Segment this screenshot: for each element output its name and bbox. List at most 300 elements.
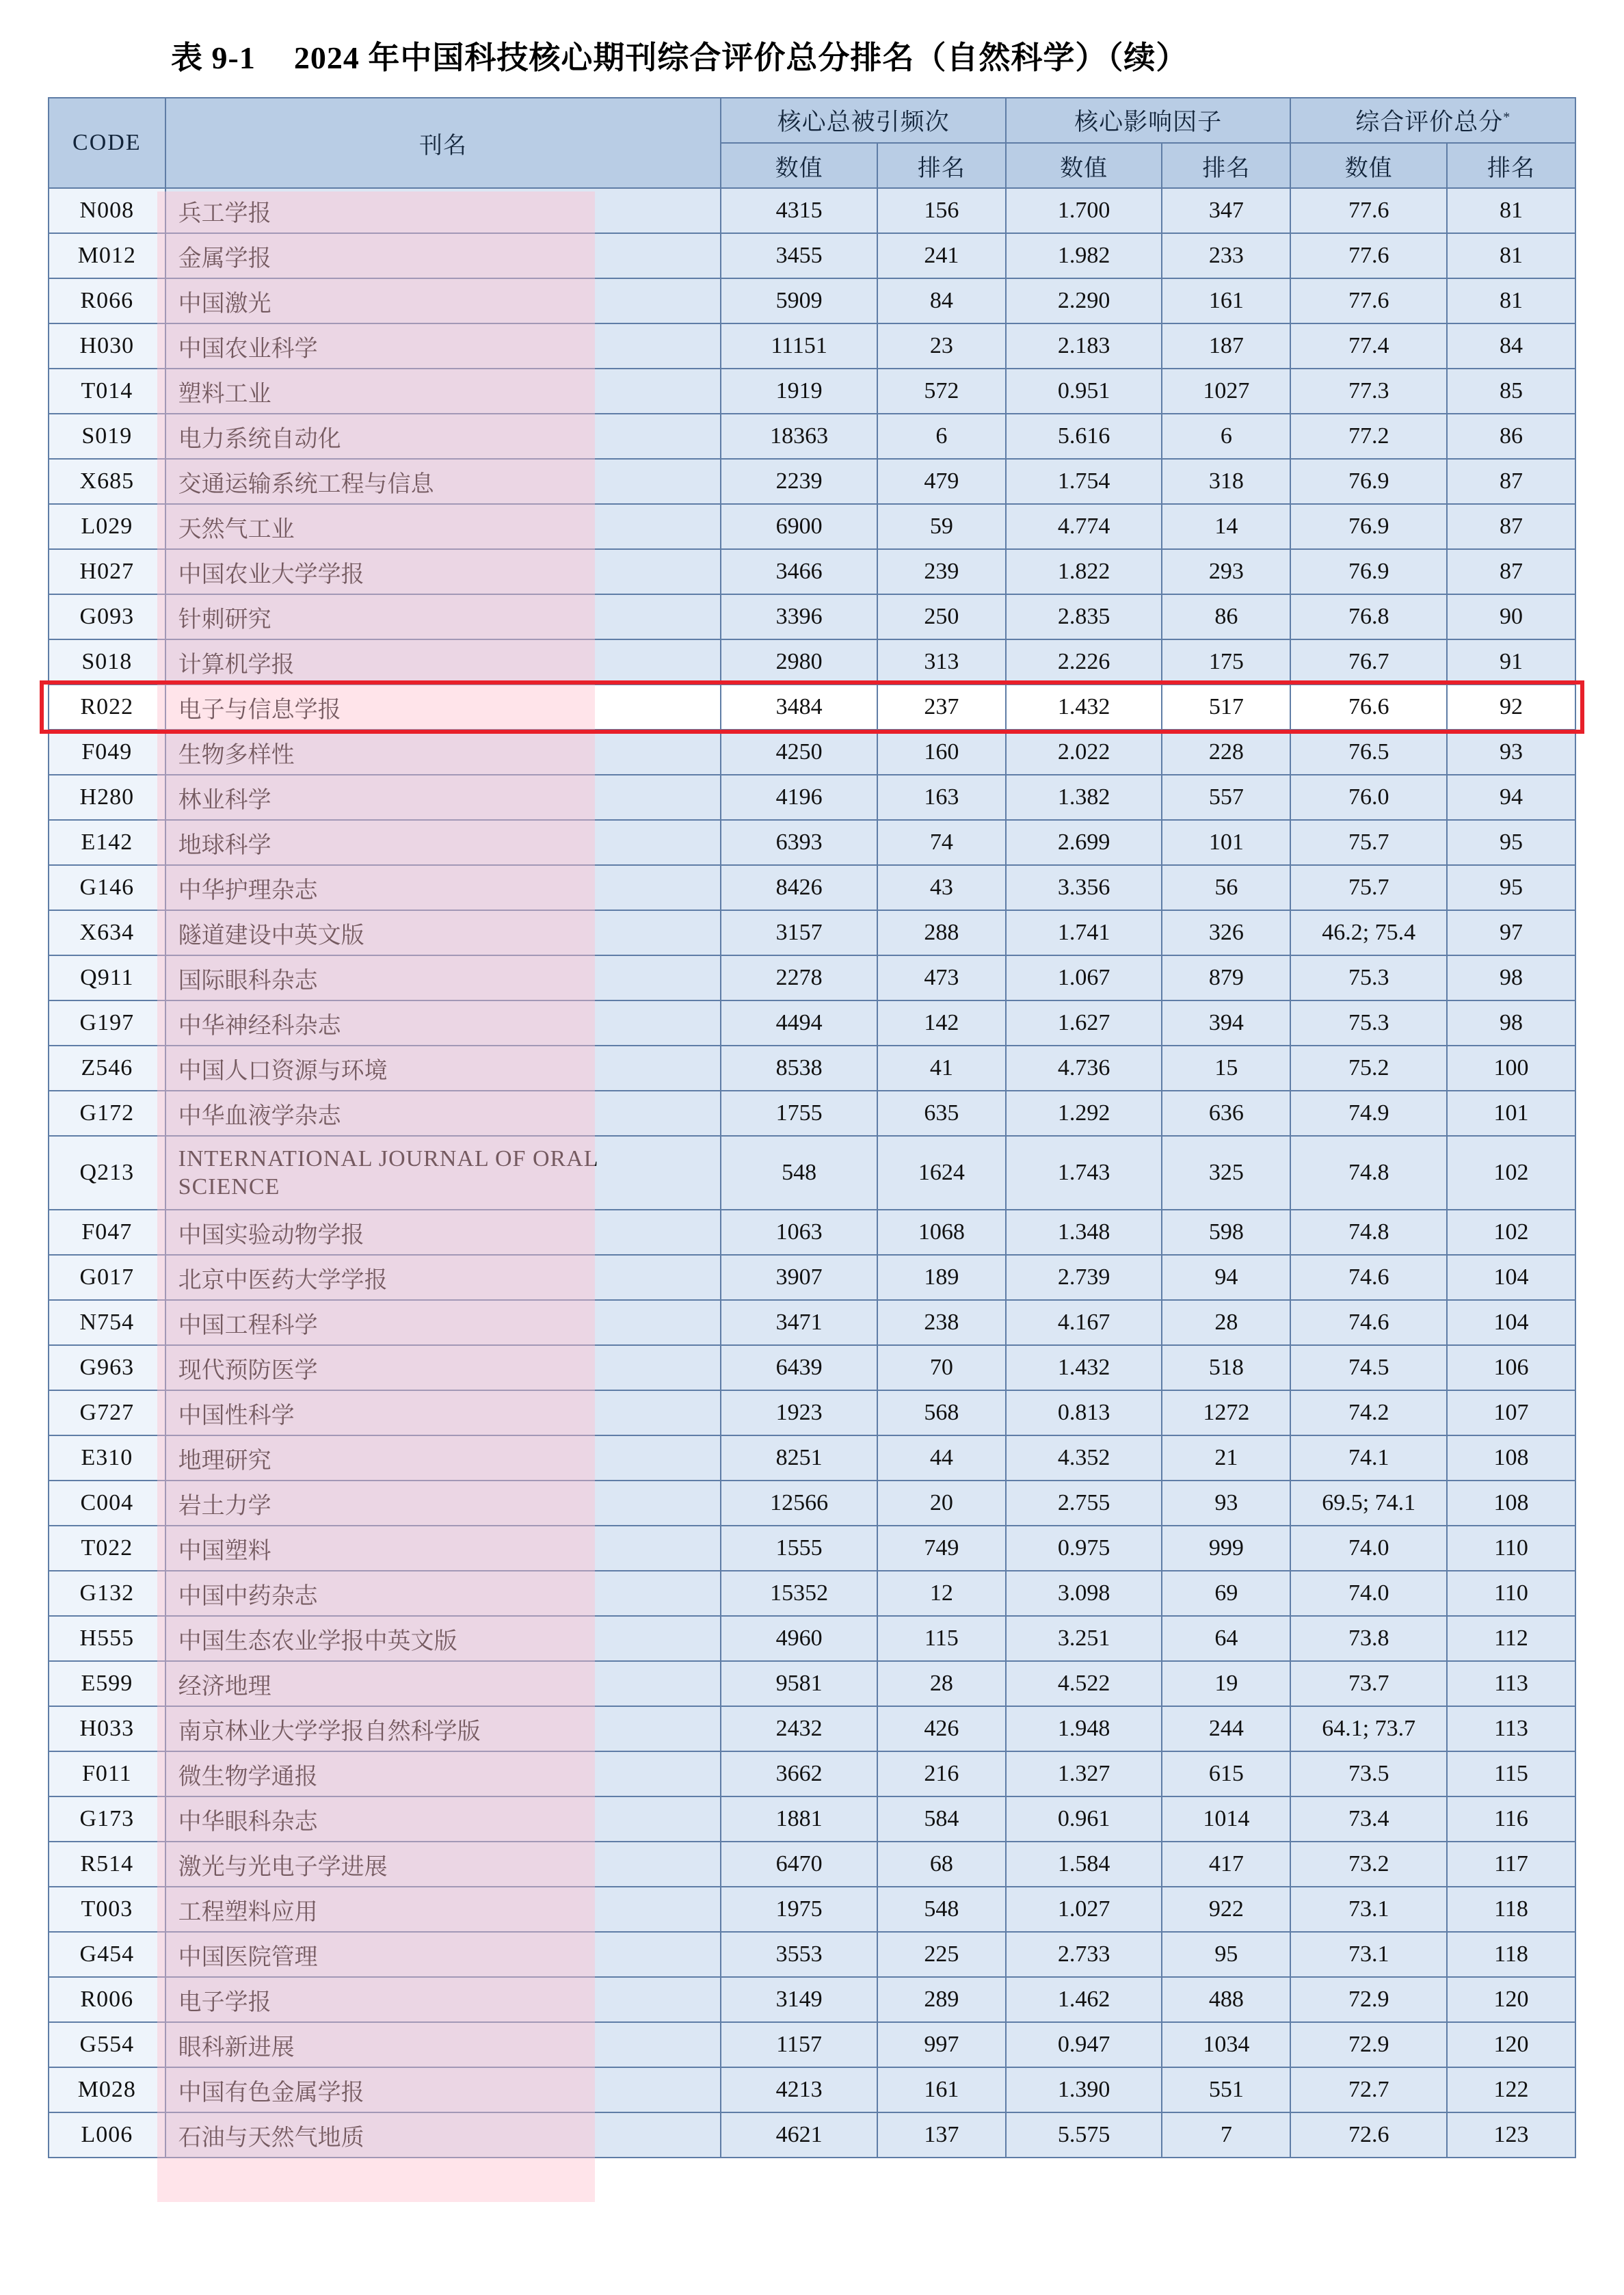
cell-score-value: 74.8 xyxy=(1290,1210,1447,1255)
cell-citations-rank: 473 xyxy=(877,955,1006,1000)
cell-citations-rank: 6 xyxy=(877,414,1006,459)
cell-score-rank: 102 xyxy=(1447,1136,1575,1210)
cell-journal-name: 中华眼科杂志 xyxy=(165,1796,721,1842)
cell-code: G727 xyxy=(49,1390,165,1435)
cell-if-value: 1.584 xyxy=(1006,1842,1162,1887)
cell-score-rank: 97 xyxy=(1447,910,1575,955)
header-if-rank: 排名 xyxy=(1162,143,1290,188)
cell-if-rank: 1027 xyxy=(1162,369,1290,414)
cell-score-value: 74.6 xyxy=(1290,1300,1447,1345)
cell-citations-value: 2432 xyxy=(721,1706,877,1751)
cell-if-value: 5.575 xyxy=(1006,2112,1162,2158)
cell-score-value: 75.3 xyxy=(1290,1000,1447,1046)
cell-code: C004 xyxy=(49,1481,165,1526)
cell-code: X634 xyxy=(49,910,165,955)
cell-if-rank: 64 xyxy=(1162,1616,1290,1661)
cell-score-rank: 123 xyxy=(1447,2112,1575,2158)
cell-journal-name: 地球科学 xyxy=(165,820,721,865)
cell-code: G093 xyxy=(49,594,165,639)
cell-citations-rank: 160 xyxy=(877,730,1006,775)
cell-citations-value: 6900 xyxy=(721,504,877,549)
cell-journal-name: 激光与光电子学进展 xyxy=(165,1842,721,1887)
cell-score-rank: 108 xyxy=(1447,1435,1575,1481)
cell-score-value: 77.6 xyxy=(1290,278,1447,323)
table-row xyxy=(49,1616,1575,1661)
cell-if-rank: 56 xyxy=(1162,865,1290,910)
cell-journal-name: 中国生态农业学报中英文版 xyxy=(165,1616,721,1661)
cell-journal-name: 经济地理 xyxy=(165,1661,721,1706)
cell-if-value: 3.356 xyxy=(1006,865,1162,910)
cell-score-rank: 120 xyxy=(1447,2022,1575,2067)
cell-code: N754 xyxy=(49,1300,165,1345)
cell-score-rank: 118 xyxy=(1447,1887,1575,1932)
cell-citations-rank: 163 xyxy=(877,775,1006,820)
cell-citations-rank: 137 xyxy=(877,2112,1006,2158)
header-score-value: 数值 xyxy=(1290,143,1447,188)
cell-journal-name: 塑料工业 xyxy=(165,369,721,414)
cell-score-rank: 106 xyxy=(1447,1345,1575,1390)
cell-journal-name: 现代预防医学 xyxy=(165,1345,721,1390)
cell-score-value: 77.6 xyxy=(1290,233,1447,278)
cell-citations-value: 1157 xyxy=(721,2022,877,2067)
cell-if-value: 1.700 xyxy=(1006,188,1162,233)
cell-score-rank: 91 xyxy=(1447,639,1575,685)
cell-code: R006 xyxy=(49,1977,165,2022)
cell-score-value: 76.9 xyxy=(1290,459,1447,504)
cell-if-value: 0.961 xyxy=(1006,1796,1162,1842)
cell-score-rank: 87 xyxy=(1447,504,1575,549)
cell-citations-value: 5909 xyxy=(721,278,877,323)
cell-if-value: 1.822 xyxy=(1006,549,1162,594)
cell-journal-name: 岩土力学 xyxy=(165,1481,721,1526)
cell-journal-name: 地理研究 xyxy=(165,1435,721,1481)
cell-score-rank: 115 xyxy=(1447,1751,1575,1796)
cell-journal-name: 中华护理杂志 xyxy=(165,865,721,910)
cell-if-rank: 551 xyxy=(1162,2067,1290,2112)
footnote-marker: * xyxy=(1503,109,1511,125)
cell-code: T003 xyxy=(49,1887,165,1932)
cell-score-value: 76.5 xyxy=(1290,730,1447,775)
cell-score-rank: 85 xyxy=(1447,369,1575,414)
cell-score-rank: 87 xyxy=(1447,549,1575,594)
cell-if-rank: 615 xyxy=(1162,1751,1290,1796)
cell-citations-value: 1063 xyxy=(721,1210,877,1255)
cell-journal-name: 中国塑料 xyxy=(165,1526,721,1571)
cell-citations-value: 3396 xyxy=(721,594,877,639)
cell-code: M028 xyxy=(49,2067,165,2112)
cell-score-rank: 113 xyxy=(1447,1706,1575,1751)
cell-score-rank: 87 xyxy=(1447,459,1575,504)
table-row xyxy=(49,1842,1575,1887)
table-row xyxy=(49,1571,1575,1616)
cell-if-value: 2.183 xyxy=(1006,323,1162,369)
cell-if-rank: 326 xyxy=(1162,910,1290,955)
cell-citations-rank: 997 xyxy=(877,2022,1006,2067)
cell-score-value: 73.8 xyxy=(1290,1616,1447,1661)
cell-citations-value: 8251 xyxy=(721,1435,877,1481)
cell-score-value: 73.2 xyxy=(1290,1842,1447,1887)
cell-score-rank: 112 xyxy=(1447,1616,1575,1661)
cell-if-rank: 557 xyxy=(1162,775,1290,820)
cell-code: L029 xyxy=(49,504,165,549)
cell-code: L006 xyxy=(49,2112,165,2158)
cell-citations-rank: 23 xyxy=(877,323,1006,369)
cell-score-value: 76.0 xyxy=(1290,775,1447,820)
cell-code: E310 xyxy=(49,1435,165,1481)
table-row xyxy=(49,910,1575,955)
cell-citations-value: 6393 xyxy=(721,820,877,865)
cell-journal-name: 中国激光 xyxy=(165,278,721,323)
cell-score-value: 74.9 xyxy=(1290,1091,1447,1136)
cell-score-value: 75.7 xyxy=(1290,865,1447,910)
cell-journal-name: 石油与天然气地质 xyxy=(165,2112,721,2158)
cell-if-value: 2.022 xyxy=(1006,730,1162,775)
cell-score-value: 76.6 xyxy=(1290,685,1447,730)
cell-citations-value: 12566 xyxy=(721,1481,877,1526)
cell-journal-name: 中华神经科杂志 xyxy=(165,1000,721,1046)
cell-score-rank: 118 xyxy=(1447,1932,1575,1977)
header-score-rank: 排名 xyxy=(1447,143,1575,188)
cell-code: T014 xyxy=(49,369,165,414)
cell-if-value: 2.755 xyxy=(1006,1481,1162,1526)
cell-citations-value: 11151 xyxy=(721,323,877,369)
cell-journal-name: 微生物学通报 xyxy=(165,1751,721,1796)
table-row xyxy=(49,955,1575,1000)
cell-citations-rank: 84 xyxy=(877,278,1006,323)
cell-score-value: 74.6 xyxy=(1290,1255,1447,1300)
header-if-value: 数值 xyxy=(1006,143,1162,188)
cell-if-value: 0.951 xyxy=(1006,369,1162,414)
cell-journal-name: 中国人口资源与环境 xyxy=(165,1046,721,1091)
cell-citations-rank: 59 xyxy=(877,504,1006,549)
cell-citations-rank: 313 xyxy=(877,639,1006,685)
cell-code: S019 xyxy=(49,414,165,459)
cell-score-value: 72.9 xyxy=(1290,2022,1447,2067)
cell-score-rank: 95 xyxy=(1447,820,1575,865)
cell-if-rank: 161 xyxy=(1162,278,1290,323)
cell-citations-rank: 288 xyxy=(877,910,1006,955)
cell-citations-value: 3471 xyxy=(721,1300,877,1345)
cell-score-value: 69.5; 74.1 xyxy=(1290,1481,1447,1526)
cell-citations-rank: 572 xyxy=(877,369,1006,414)
cell-journal-name: 金属学报 xyxy=(165,233,721,278)
cell-score-rank: 107 xyxy=(1447,1390,1575,1435)
cell-score-rank: 108 xyxy=(1447,1481,1575,1526)
cell-score-value: 46.2; 75.4 xyxy=(1290,910,1447,955)
cell-citations-value: 2278 xyxy=(721,955,877,1000)
table-row xyxy=(49,1000,1575,1046)
cell-citations-rank: 43 xyxy=(877,865,1006,910)
cell-citations-value: 3149 xyxy=(721,1977,877,2022)
cell-citations-rank: 241 xyxy=(877,233,1006,278)
cell-citations-rank: 20 xyxy=(877,1481,1006,1526)
cell-score-rank: 104 xyxy=(1447,1300,1575,1345)
cell-if-value: 1.067 xyxy=(1006,955,1162,1000)
cell-if-rank: 293 xyxy=(1162,549,1290,594)
cell-citations-value: 4621 xyxy=(721,2112,877,2158)
table-caption-number: 表 9-1 xyxy=(171,40,256,75)
cell-citations-rank: 68 xyxy=(877,1842,1006,1887)
cell-score-rank: 98 xyxy=(1447,1000,1575,1046)
cell-if-value: 1.743 xyxy=(1006,1136,1162,1210)
cell-citations-rank: 1068 xyxy=(877,1210,1006,1255)
cell-citations-rank: 749 xyxy=(877,1526,1006,1571)
cell-journal-name: 电力系统自动化 xyxy=(165,414,721,459)
cell-score-value: 64.1; 73.7 xyxy=(1290,1706,1447,1751)
cell-citations-rank: 250 xyxy=(877,594,1006,639)
cell-code: R066 xyxy=(49,278,165,323)
cell-journal-name: 北京中医药大学学报 xyxy=(165,1255,721,1300)
cell-score-value: 74.0 xyxy=(1290,1571,1447,1616)
cell-score-value: 74.1 xyxy=(1290,1435,1447,1481)
cell-citations-value: 8538 xyxy=(721,1046,877,1091)
cell-journal-name: 中国工程科学 xyxy=(165,1300,721,1345)
cell-code: G132 xyxy=(49,1571,165,1616)
cell-journal-name: 中国有色金属学报 xyxy=(165,2067,721,2112)
cell-code: G172 xyxy=(49,1091,165,1136)
cell-journal-name: 计算机学报 xyxy=(165,639,721,685)
cell-score-value: 74.2 xyxy=(1290,1390,1447,1435)
cell-if-value: 1.327 xyxy=(1006,1751,1162,1796)
cell-score-rank: 94 xyxy=(1447,775,1575,820)
cell-code: H027 xyxy=(49,549,165,594)
cell-score-rank: 102 xyxy=(1447,1210,1575,1255)
cell-journal-name: 电子学报 xyxy=(165,1977,721,2022)
cell-if-value: 1.741 xyxy=(1006,910,1162,955)
cell-if-rank: 1034 xyxy=(1162,2022,1290,2067)
cell-journal-name: 国际眼科杂志 xyxy=(165,955,721,1000)
cell-citations-rank: 584 xyxy=(877,1796,1006,1842)
table-header xyxy=(49,98,1575,188)
table-row xyxy=(49,1345,1575,1390)
cell-code: X685 xyxy=(49,459,165,504)
cell-if-value: 4.352 xyxy=(1006,1435,1162,1481)
cell-citations-value: 18363 xyxy=(721,414,877,459)
cell-citations-value: 3157 xyxy=(721,910,877,955)
cell-if-rank: 21 xyxy=(1162,1435,1290,1481)
cell-score-value: 73.1 xyxy=(1290,1932,1447,1977)
cell-if-rank: 93 xyxy=(1162,1481,1290,1526)
cell-journal-name: 中国农业大学学报 xyxy=(165,549,721,594)
cell-score-rank: 95 xyxy=(1447,865,1575,910)
table-row xyxy=(49,2067,1575,2112)
cell-citations-rank: 156 xyxy=(877,188,1006,233)
table-row xyxy=(49,2022,1575,2067)
cell-if-rank: 15 xyxy=(1162,1046,1290,1091)
cell-score-value: 75.7 xyxy=(1290,820,1447,865)
cell-score-rank: 84 xyxy=(1447,323,1575,369)
cell-score-rank: 120 xyxy=(1447,1977,1575,2022)
table-row xyxy=(49,1481,1575,1526)
table-row xyxy=(49,1751,1575,1796)
cell-journal-name: 中国中药杂志 xyxy=(165,1571,721,1616)
cell-journal-name: 天然气工业 xyxy=(165,504,721,549)
cell-citations-value: 4494 xyxy=(721,1000,877,1046)
cell-citations-rank: 189 xyxy=(877,1255,1006,1300)
cell-citations-rank: 28 xyxy=(877,1661,1006,1706)
cell-if-rank: 1272 xyxy=(1162,1390,1290,1435)
table-row xyxy=(49,1661,1575,1706)
ranking-table xyxy=(48,97,1576,2158)
cell-score-rank: 81 xyxy=(1447,233,1575,278)
cell-if-value: 1.462 xyxy=(1006,1977,1162,2022)
table-row xyxy=(49,775,1575,820)
table-row xyxy=(49,820,1575,865)
cell-journal-name: 兵工学报 xyxy=(165,188,721,233)
cell-journal-name: 隧道建设中英文版 xyxy=(165,910,721,955)
cell-code: H555 xyxy=(49,1616,165,1661)
cell-score-value: 74.0 xyxy=(1290,1526,1447,1571)
cell-score-value: 76.9 xyxy=(1290,549,1447,594)
table-row xyxy=(49,278,1575,323)
table-row xyxy=(49,2112,1575,2158)
cell-if-value: 1.382 xyxy=(1006,775,1162,820)
cell-if-value: 3.098 xyxy=(1006,1571,1162,1616)
cell-if-rank: 7 xyxy=(1162,2112,1290,2158)
cell-citations-value: 2239 xyxy=(721,459,877,504)
table-row xyxy=(49,1210,1575,1255)
cell-citations-value: 1923 xyxy=(721,1390,877,1435)
table-row xyxy=(49,323,1575,369)
cell-score-value: 77.4 xyxy=(1290,323,1447,369)
cell-if-value: 0.813 xyxy=(1006,1390,1162,1435)
cell-if-value: 2.739 xyxy=(1006,1255,1162,1300)
cell-score-rank: 81 xyxy=(1447,188,1575,233)
table-row xyxy=(49,1887,1575,1932)
cell-citations-value: 1975 xyxy=(721,1887,877,1932)
cell-citations-rank: 289 xyxy=(877,1977,1006,2022)
cell-score-value: 73.5 xyxy=(1290,1751,1447,1796)
table-row xyxy=(49,1255,1575,1300)
cell-citations-value: 15352 xyxy=(721,1571,877,1616)
table-row xyxy=(49,369,1575,414)
cell-if-rank: 19 xyxy=(1162,1661,1290,1706)
cell-if-rank: 394 xyxy=(1162,1000,1290,1046)
cell-if-value: 4.522 xyxy=(1006,1661,1162,1706)
cell-citations-rank: 216 xyxy=(877,1751,1006,1796)
cell-citations-value: 9581 xyxy=(721,1661,877,1706)
cell-score-rank: 104 xyxy=(1447,1255,1575,1300)
header-group-total-score-label: 综合评价总分 xyxy=(1355,109,1504,135)
cell-citations-rank: 142 xyxy=(877,1000,1006,1046)
table-row xyxy=(49,1526,1575,1571)
cell-if-value: 2.835 xyxy=(1006,594,1162,639)
cell-if-value: 1.754 xyxy=(1006,459,1162,504)
cell-if-value: 1.348 xyxy=(1006,1210,1162,1255)
cell-code: E142 xyxy=(49,820,165,865)
cell-if-rank: 94 xyxy=(1162,1255,1290,1300)
cell-journal-name: 中华血液学杂志 xyxy=(165,1091,721,1136)
cell-if-rank: 325 xyxy=(1162,1136,1290,1210)
table-row xyxy=(49,1796,1575,1842)
cell-journal-name: 南京林业大学学报自然科学版 xyxy=(165,1706,721,1751)
cell-citations-value: 6470 xyxy=(721,1842,877,1887)
cell-if-rank: 175 xyxy=(1162,639,1290,685)
table-row xyxy=(49,1390,1575,1435)
cell-citations-rank: 12 xyxy=(877,1571,1006,1616)
cell-score-value: 74.5 xyxy=(1290,1345,1447,1390)
table-row xyxy=(49,459,1575,504)
cell-citations-value: 4213 xyxy=(721,2067,877,2112)
cell-score-rank: 90 xyxy=(1447,594,1575,639)
cell-citations-rank: 1624 xyxy=(877,1136,1006,1210)
cell-if-value: 0.947 xyxy=(1006,2022,1162,2067)
cell-if-value: 1.948 xyxy=(1006,1706,1162,1751)
cell-journal-name: 交通运输系统工程与信息 xyxy=(165,459,721,504)
cell-citations-value: 3553 xyxy=(721,1932,877,1977)
cell-score-value: 72.9 xyxy=(1290,1977,1447,2022)
cell-citations-value: 548 xyxy=(721,1136,877,1210)
header-citations-value: 数值 xyxy=(721,143,877,188)
cell-citations-value: 3907 xyxy=(721,1255,877,1300)
cell-score-value: 75.2 xyxy=(1290,1046,1447,1091)
cell-code: H030 xyxy=(49,323,165,369)
cell-code: E599 xyxy=(49,1661,165,1706)
cell-if-rank: 922 xyxy=(1162,1887,1290,1932)
cell-code: H280 xyxy=(49,775,165,820)
cell-if-rank: 347 xyxy=(1162,188,1290,233)
table-row xyxy=(49,730,1575,775)
cell-score-rank: 110 xyxy=(1447,1526,1575,1571)
cell-score-value: 73.7 xyxy=(1290,1661,1447,1706)
cell-if-value: 3.251 xyxy=(1006,1616,1162,1661)
cell-journal-name: 工程塑料应用 xyxy=(165,1887,721,1932)
header-code: CODE xyxy=(49,98,165,188)
cell-score-rank: 113 xyxy=(1447,1661,1575,1706)
cell-if-value: 1.432 xyxy=(1006,1345,1162,1390)
cell-citations-rank: 237 xyxy=(877,685,1006,730)
cell-if-rank: 417 xyxy=(1162,1842,1290,1887)
cell-score-value: 76.8 xyxy=(1290,594,1447,639)
table-row xyxy=(49,414,1575,459)
cell-score-rank: 117 xyxy=(1447,1842,1575,1887)
cell-code: H033 xyxy=(49,1706,165,1751)
cell-score-value: 76.9 xyxy=(1290,504,1447,549)
cell-score-rank: 98 xyxy=(1447,955,1575,1000)
table-row xyxy=(49,188,1575,233)
cell-code: R514 xyxy=(49,1842,165,1887)
cell-if-value: 1.292 xyxy=(1006,1091,1162,1136)
cell-if-value: 2.226 xyxy=(1006,639,1162,685)
cell-if-rank: 999 xyxy=(1162,1526,1290,1571)
cell-citations-rank: 239 xyxy=(877,549,1006,594)
cell-if-value: 4.736 xyxy=(1006,1046,1162,1091)
cell-code: Z546 xyxy=(49,1046,165,1091)
cell-score-value: 77.3 xyxy=(1290,369,1447,414)
cell-citations-rank: 568 xyxy=(877,1390,1006,1435)
cell-citations-value: 4960 xyxy=(721,1616,877,1661)
cell-if-value: 2.699 xyxy=(1006,820,1162,865)
cell-if-rank: 28 xyxy=(1162,1300,1290,1345)
cell-citations-value: 4196 xyxy=(721,775,877,820)
cell-if-value: 2.733 xyxy=(1006,1932,1162,1977)
cell-score-value: 75.3 xyxy=(1290,955,1447,1000)
cell-citations-value: 3484 xyxy=(721,685,877,730)
header-group-citations: 核心总被引频次 xyxy=(721,98,1006,143)
cell-code: F011 xyxy=(49,1751,165,1796)
cell-score-rank: 116 xyxy=(1447,1796,1575,1842)
cell-if-rank: 518 xyxy=(1162,1345,1290,1390)
table-row xyxy=(49,639,1575,685)
header-journal-name: 刊名 xyxy=(165,98,721,188)
cell-score-rank: 93 xyxy=(1447,730,1575,775)
cell-code: Q213 xyxy=(49,1136,165,1210)
cell-citations-rank: 70 xyxy=(877,1345,1006,1390)
cell-journal-name: 生物多样性 xyxy=(165,730,721,775)
cell-code: G146 xyxy=(49,865,165,910)
cell-journal-name: 中国医院管理 xyxy=(165,1932,721,1977)
table-row xyxy=(49,1136,1575,1210)
